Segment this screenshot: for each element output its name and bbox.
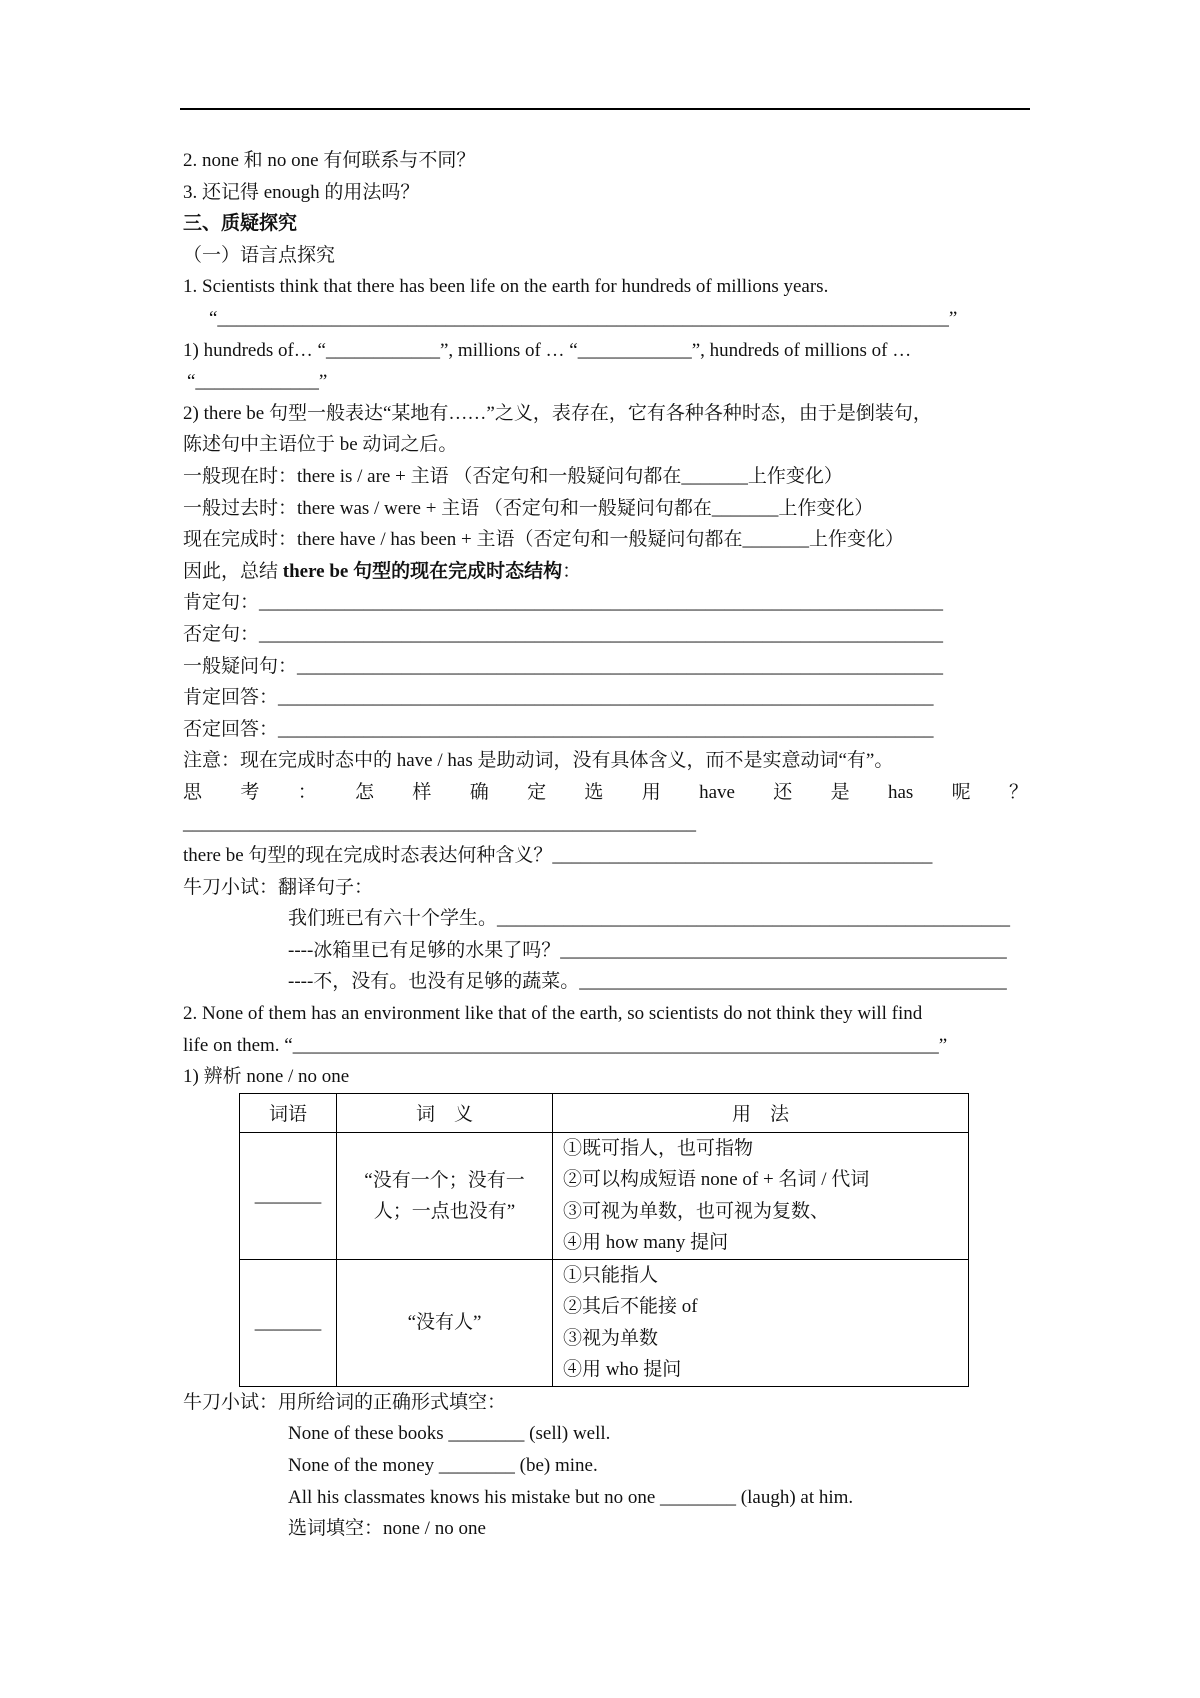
sentence-1: 1. Scientists think that there has been life on the earth for hundreds of millions years.	[183, 276, 829, 298]
fill-item-4: 选词填空：none / no one	[288, 1518, 486, 1540]
sentence-2-line-a: 2. None of them has an environment like that of the earth, so scientists do not think they will find	[183, 1003, 923, 1025]
point-1-line-b: “_____________”	[187, 371, 328, 393]
meaning-question: there be 句型的现在完成时态表达何种含义？________________________________________	[183, 845, 933, 867]
table-row	[240, 1259, 969, 1386]
fill-item-2: None of the money ________ (be) mine.	[288, 1455, 598, 1476]
sentence-1-translation-blank: “_____________________________________________________________________________”	[209, 307, 958, 329]
usage-item: ②其后不能接 of	[563, 1296, 698, 1318]
usage-item: ③视为单数	[563, 1327, 659, 1349]
think-char: 还	[773, 781, 793, 803]
summary-end: ：	[562, 560, 582, 582]
comparison-table-wrap	[239, 1093, 969, 1387]
no-answer-blank: 否定回答：_____________________________________________________________________	[183, 718, 934, 740]
think-char: 用	[641, 781, 661, 803]
tense-past: 一般过去时：there was / were + 主语 （否定句和一般疑问句都在_______上作变化）	[183, 497, 874, 519]
think-row	[183, 777, 1028, 809]
usage-cell	[553, 1259, 969, 1386]
word-blank: _______	[240, 1259, 337, 1386]
summary-plain: 因此，总结	[183, 560, 283, 582]
usage-item: ②可以构成短语 none of + 名词 / 代词	[563, 1169, 870, 1191]
meaning-text: “没有人”	[407, 1312, 482, 1334]
header-meaning: 词 义	[337, 1093, 553, 1132]
think-char: 考	[240, 781, 260, 803]
think-line	[183, 777, 1028, 809]
question-enough: 3. 还记得 enough 的用法吗？	[183, 181, 420, 203]
comparison-table	[239, 1093, 969, 1387]
question-none-no-one: 2. none 和 no one 有何联系与不同？	[183, 150, 476, 171]
think-char: 呢	[951, 781, 971, 803]
usage-item: ④用 who 提问	[563, 1359, 682, 1381]
word-blank: _______	[240, 1132, 337, 1259]
affirmative-blank: 肯定句：________________________________________________________________________	[183, 592, 944, 614]
question-blank: 一般疑问句：____________________________________________________________________	[183, 655, 944, 677]
note-line: 注意：现在完成时态中的 have / has 是助动词，没有具体含义，而不是实意动词“有”。	[183, 750, 894, 772]
think-char: 选	[584, 781, 604, 803]
point-2-line-b: 陈述句中主语位于 be 动词之后。	[183, 434, 458, 456]
think-char: have	[699, 781, 735, 803]
summary-bold: there be 句型的现在完成时态结构	[282, 560, 563, 582]
tense-perfect: 现在完成时：there have / has been + 主语（否定句和一般疑问句都在_______上作变化）	[183, 529, 905, 551]
sentence-2-line-b: life on them. “____________________________________________________________________”	[183, 1034, 948, 1056]
usage-item: ③可视为单数，也可视为复数、	[563, 1200, 830, 1222]
worksheet-content	[183, 145, 1028, 1545]
think-char: 思	[183, 781, 203, 803]
think-char: ？	[1008, 781, 1028, 803]
think-char: 样	[412, 781, 432, 803]
section-heading: 三、质疑探究	[183, 213, 298, 235]
think-char: has	[887, 781, 914, 803]
think-char: ：	[297, 781, 317, 803]
usage-item: ④用 how many 提问	[563, 1232, 729, 1254]
think-char: 是	[830, 781, 850, 803]
usage-item: ①只能指人	[563, 1264, 659, 1286]
think-char: 确	[469, 781, 489, 803]
point-1-line-a: 1) hundreds of… “____________”, millions of … “____________”, hundreds of millions of …	[183, 339, 912, 361]
summary-line	[183, 556, 1028, 588]
header-rule	[180, 108, 1030, 110]
think-char: 怎	[355, 781, 375, 803]
negative-blank: 否定句：________________________________________________________________________	[183, 623, 944, 645]
think-blank: ______________________________________________________	[183, 813, 696, 835]
header-usage: 用 法	[553, 1093, 969, 1132]
practice-fill-heading: 牛刀小试：用所给词的正确形式填空：	[183, 1391, 507, 1413]
point-2-line-a: 2) there be 句型一般表达“某地有……”之义，表存在，它有各种各种时态，由于是倒装句，	[183, 402, 932, 424]
translate-item-1: 我们班已有六十个学生。______________________________________________________	[288, 908, 1011, 930]
fill-item-3: All his classmates knows his mistake but no one ________ (laugh) at him.	[288, 1486, 854, 1508]
yes-answer-blank: 肯定回答：_____________________________________________________________________	[183, 687, 934, 709]
subsection-heading: （一）语言点探究	[183, 244, 336, 266]
table-header-row	[240, 1093, 969, 1132]
table-row	[240, 1132, 969, 1259]
meaning-cell	[337, 1259, 553, 1386]
translate-item-3: ----不，没有。也没有足够的蔬菜。_____________________________________________	[288, 971, 1007, 993]
practice-translate-heading: 牛刀小试：翻译句子：	[183, 876, 374, 898]
fill-item-1: None of these books ________ (sell) well.	[288, 1423, 611, 1445]
usage-cell	[553, 1132, 969, 1259]
distinguish-heading: 1) 辨析 none / no one	[183, 1066, 350, 1088]
meaning-text: “没有一个；没有一人；一点也没有”	[364, 1169, 525, 1222]
translate-item-2: ----冰箱里已有足够的水果了吗？_______________________________________________	[288, 939, 1007, 961]
think-char: 定	[527, 781, 547, 803]
header-word: 词语	[240, 1093, 337, 1132]
usage-item: ①既可指人，也可指物	[563, 1137, 754, 1159]
meaning-cell	[337, 1132, 553, 1259]
tense-present: 一般现在时：there is / are + 主语 （否定句和一般疑问句都在_______上作变化）	[183, 465, 843, 487]
